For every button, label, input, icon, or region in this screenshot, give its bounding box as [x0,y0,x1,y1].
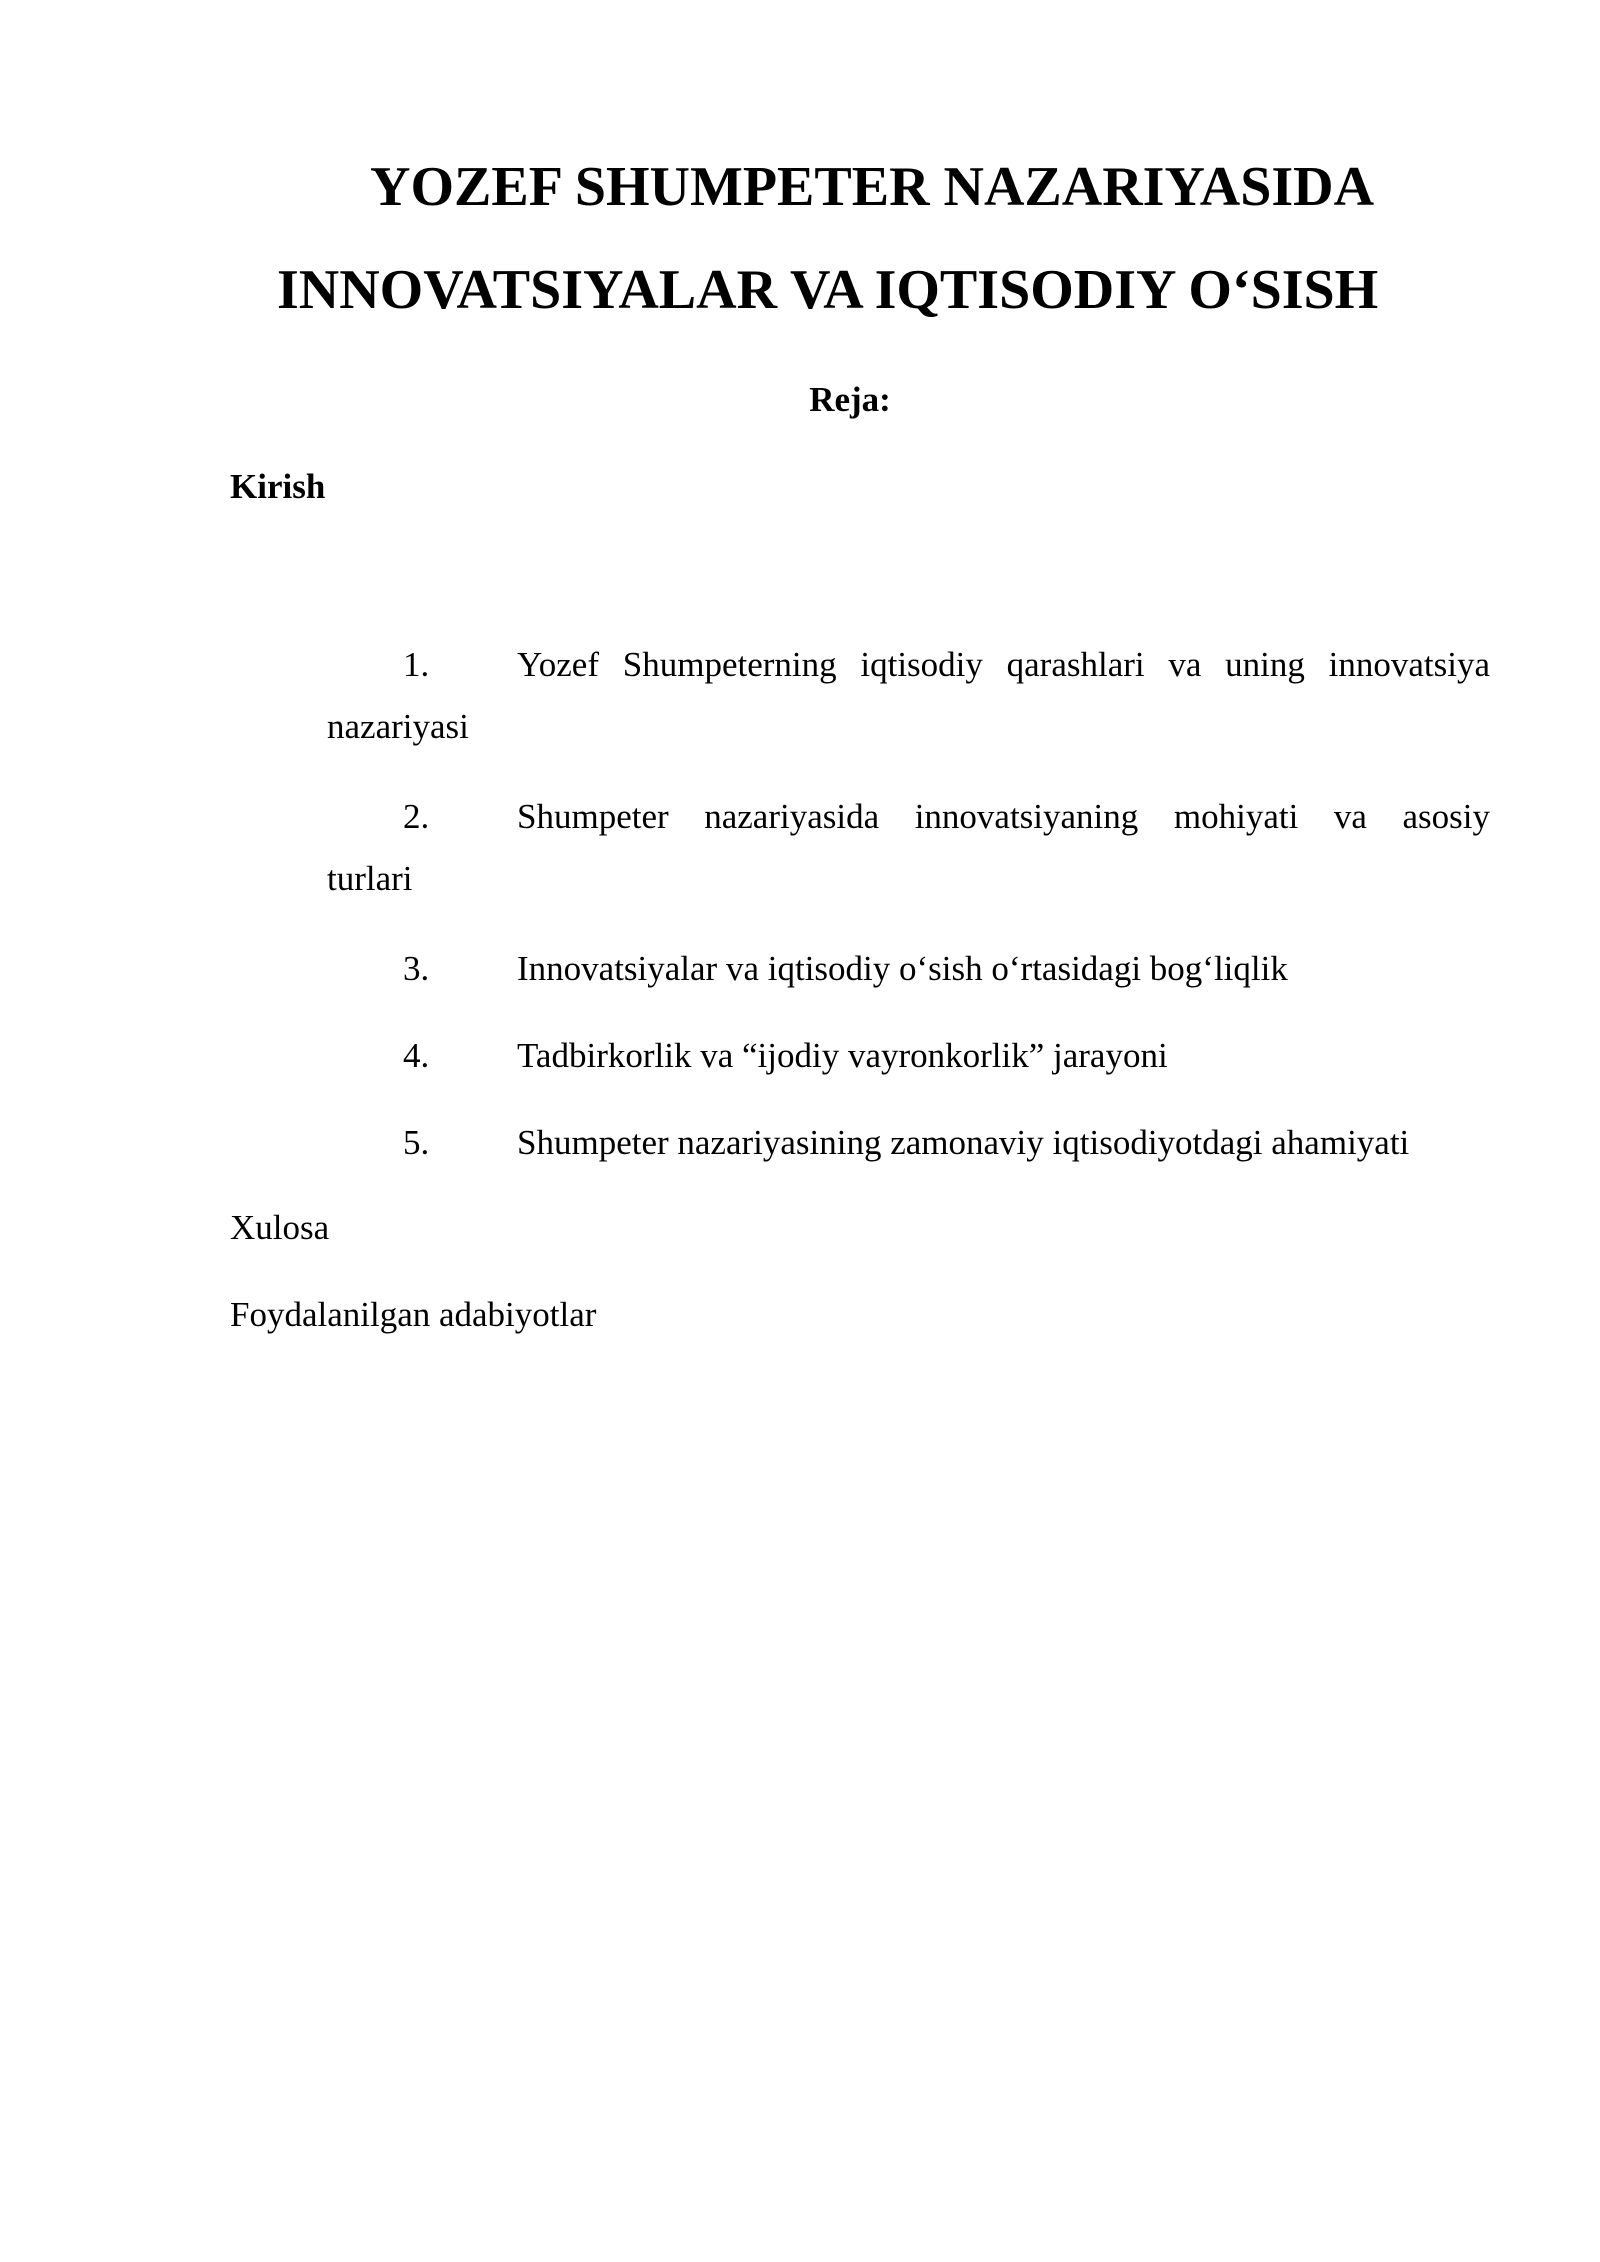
plan-item-2-wrap [327,849,1490,909]
plan-item-4 [327,1023,1490,1088]
intro-heading: Kirish [230,467,326,506]
plan-item-5 [327,1110,1490,1175]
document-title-line-2: INNOVATSIYALAR VA IQTISODIY O‘SISH [277,259,1379,321]
plan-item-text: Tadbirkorlik va “ijodiy vayronkorlik” jarayoni [517,1036,1168,1075]
plan-item-text: Innovatsiyalar va iqtisodiy o‘sish o‘rtasidagi bog‘liqlik [517,949,1288,988]
plan-item-2 [327,784,1490,849]
plan-item-text: Yozef Shumpeterning iqtisodiy qarashlari va uning innovatsiya [517,645,1490,684]
plan-item-text-continuation: nazariyasi [327,707,469,746]
conclusion-heading: Xulosa [230,1208,330,1247]
plan-item-number: 3. [403,949,430,988]
plan-item-text-continuation: turlari [327,859,413,898]
plan-item-text: Shumpeter nazariyasining zamonaviy iqtisodiyotdagi ahamiyati [517,1123,1410,1162]
plan-heading: Reja: [809,380,891,419]
document-title-line-1: YOZEF SHUMPETER NAZARIYASIDA [370,156,1375,218]
plan-item-number: 1. [403,645,430,684]
plan-item-1-wrap [327,697,1490,757]
plan-item-number: 4. [403,1036,430,1075]
plan-item-number: 5. [403,1123,430,1162]
plan-item-text: Shumpeter nazariyasida innovatsiyaning mohiyati va asosiy [517,797,1490,836]
plan-item-number: 2. [403,797,430,836]
plan-item-3 [327,936,1490,1001]
references-heading: Foydalanilgan adabiyotlar [230,1295,597,1334]
plan-item-1 [327,632,1490,697]
